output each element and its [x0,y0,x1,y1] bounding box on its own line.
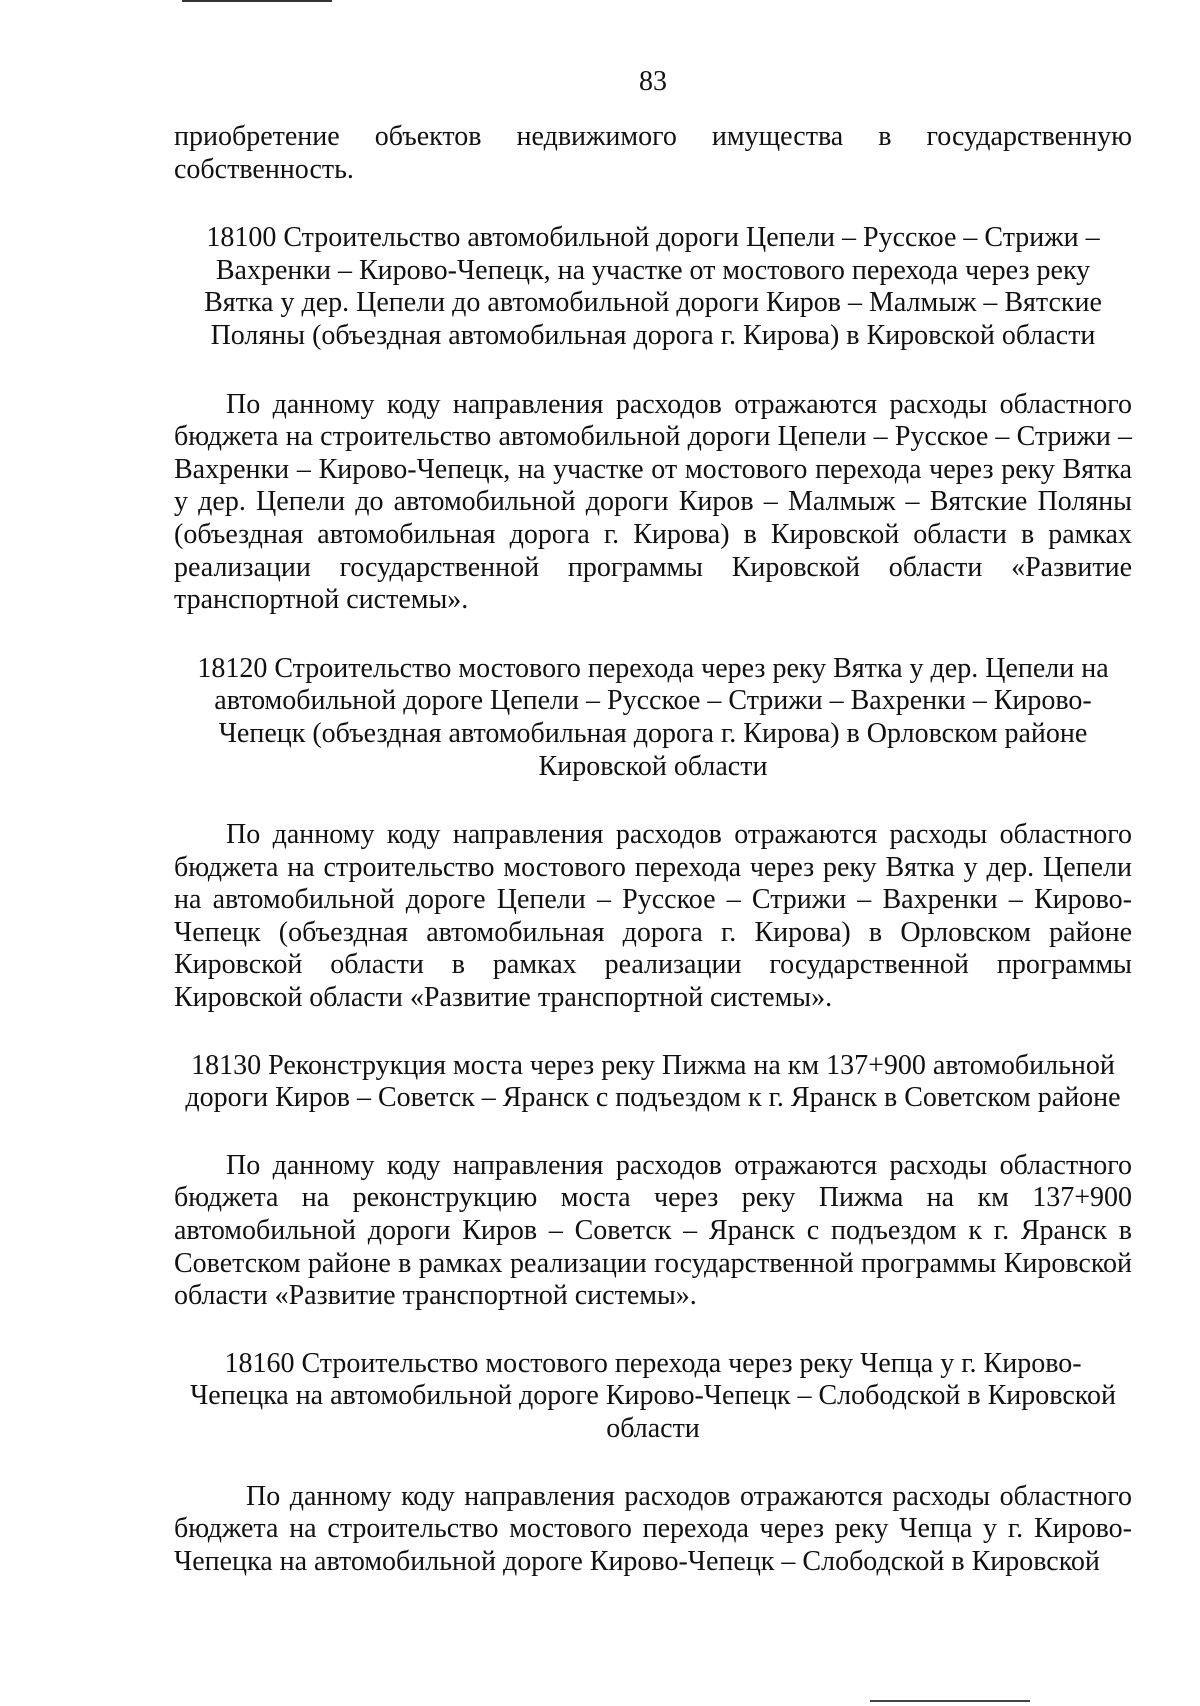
spacer [174,1313,1132,1348]
spacer [174,1115,1132,1150]
section-heading-18100: 18100 Строительство автомобильной дороги Цепели – Русское – Стрижи – Вахренки – Кирово-Чепецк, на участке от мостового перехода через реку Вятка у дер. Цепели до автомобильной дороги Киров – Малмыж – Вятские Поляны (объездная автомобильная дорога г. Кирова) в Кировской области [204,222,1102,351]
document-page [174,62,1132,1578]
page-number: 83 [639,66,667,97]
spacer [174,783,1132,819]
spacer [174,1015,1132,1050]
spacer [174,617,1132,653]
section-body-18160: По данному коду направления расходов отражаются расходы областного бюджета на строительство мостового перехода через реку Чепца у г. Кирово-Чепецка на автомобильной дороге Кирово-Чепецк – Слободской в Кировской [174,1480,1132,1577]
scan-top-rule [182,0,332,2]
spacer [174,353,1132,389]
spacer [174,1446,1132,1481]
section-body-18100: По данному коду направления расходов отражаются расходы областного бюджета на строительство автомобильной дороги Цепели – Русское – Стрижи – Вахренки – Кирово-Чепецк, на участке от мостового перехода через реку Вятка у дер. Цепели до автомобильной дороги Киров – Малмыж – Вятские Поляны (объездная автомобильная дорога г. Кирова) в Кировской области в рамках реализации государственной программы Кировской области «Развитие транспортной системы». [174,388,1132,616]
section-heading-18160: 18160 Строительство мостового перехода через реку Чепца у г. Кирово-Чепецка на автомобильной дороге Кирово-Чепецк – Слободской в Кировской области [190,1347,1116,1444]
section-body-18120: По данному коду направления расходов отражаются расходы областного бюджета на строительство мостового перехода через реку Вятка у дер. Цепели на автомобильной дороге Цепели – Русское – Стрижи – Вахренки – Кирово-Чепецк (объездная автомобильная дорога г. Кирова) в Орловском районе Кировской области в рамках реализации государственной программы Кировской области «Развитие транспортной системы». [174,819,1132,1014]
section-body-18130: По данному коду направления расходов отражаются расходы областного бюджета на реконструкцию моста через реку Пижма на км 137+900 автомобильной дороги Киров – Советск – Яранск с подъездом к г. Яранск в Советском районе в рамках реализации государственной программы Кировской области «Развитие транспортной системы». [174,1149,1132,1312]
continuation-paragraph: приобретение объектов недвижимого имущества в государственную собственность. [174,121,1132,185]
spacer [174,186,1132,222]
section-heading-18120: 18120 Строительство мостового перехода через реку Вятка у дер. Цепели на автомобильной дороге Цепели – Русское – Стрижи – Вахренки – Кирово-Чепецк (объездная автомобильная дорога г. Кирова) в Орловском районе Кировской области [197,652,1109,782]
scan-bottom-rule [870,1700,1030,1702]
section-heading-18130: 18130 Реконструкция моста через реку Пижма на км 137+900 автомобильной дороги Киров – Советск – Яранск с подъездом к г. Яранск в Советском районе [185,1049,1121,1114]
